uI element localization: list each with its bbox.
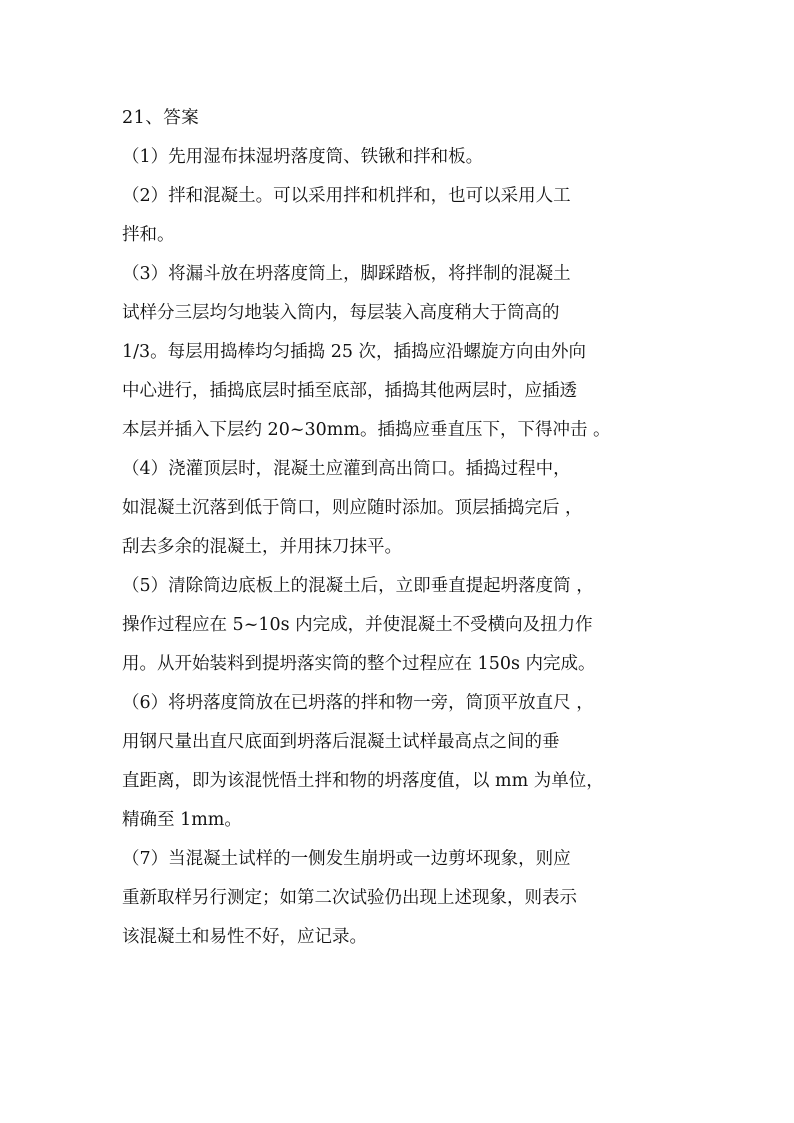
text-line: 重新取样另行测定；如第二次试验仍出现上述现象，则表示	[122, 888, 577, 908]
text-line: （2）拌和混凝土。可以采用拌和机拌和，也可以采用人工	[122, 186, 571, 206]
text-line: 刮去多余的混凝土，并用抹刀抹平。	[122, 537, 402, 557]
text-line: （1）先用湿布抹湿坍落度筒、铁锹和拌和板。	[122, 147, 484, 167]
text-line: 本层并插入下层约 20~30mm。插捣应垂直压下，下得冲击 。	[122, 420, 611, 440]
text-line: 该混凝土和易性不好，应记录。	[122, 927, 367, 947]
text-line: 拌和。	[122, 225, 175, 245]
text-line: 1/3。每层用捣棒均匀插捣 25 次，插捣应沿螺旋方向由外向	[122, 342, 587, 362]
text-line: （4）浇灌顶层时，混凝土应灌到高出筒口。插捣过程中，	[122, 459, 571, 479]
text-line: 操作过程应在 5~10s 内完成，并使混凝土不受横向及扭力作	[122, 615, 593, 635]
text-line: 用钢尺量出直尺底面到坍落后混凝土试样最高点之间的垂	[122, 732, 560, 752]
text-line: （5）清除筒边底板上的混凝土后，立即垂直提起坍落度筒 ，	[122, 576, 594, 596]
text-line: （6）将坍落度筒放在已坍落的拌和物一旁，筒顶平放直尺 ，	[122, 693, 594, 713]
text-line: 中心进行，插捣底层时插至底部，插捣其他两层时，应插透	[122, 381, 577, 401]
text-line: 试样分三层均匀地装入筒内，每层装入高度稍大于筒高的	[122, 303, 560, 323]
text-line: （3）将漏斗放在坍落度筒上，脚踩踏板，将拌制的混凝土	[122, 264, 571, 284]
text-line: （7）当混凝土试样的一侧发生崩坍或一边剪坏现象，则应	[122, 849, 571, 869]
text-line: 直距离，即为该混恍悟土拌和物的坍落度值，以 mm 为单位，	[122, 771, 604, 791]
document-body	[122, 99, 677, 957]
answer-heading: 21、答案	[122, 108, 200, 128]
text-line: 用。从开始装料到提坍落实筒的整个过程应在 150s 内完成。	[122, 654, 596, 674]
text-line: 精确至 1mm。	[122, 810, 242, 830]
text-line: 如混凝土沉落到低于筒口，则应随时添加。顶层插捣完后 ，	[122, 498, 583, 518]
